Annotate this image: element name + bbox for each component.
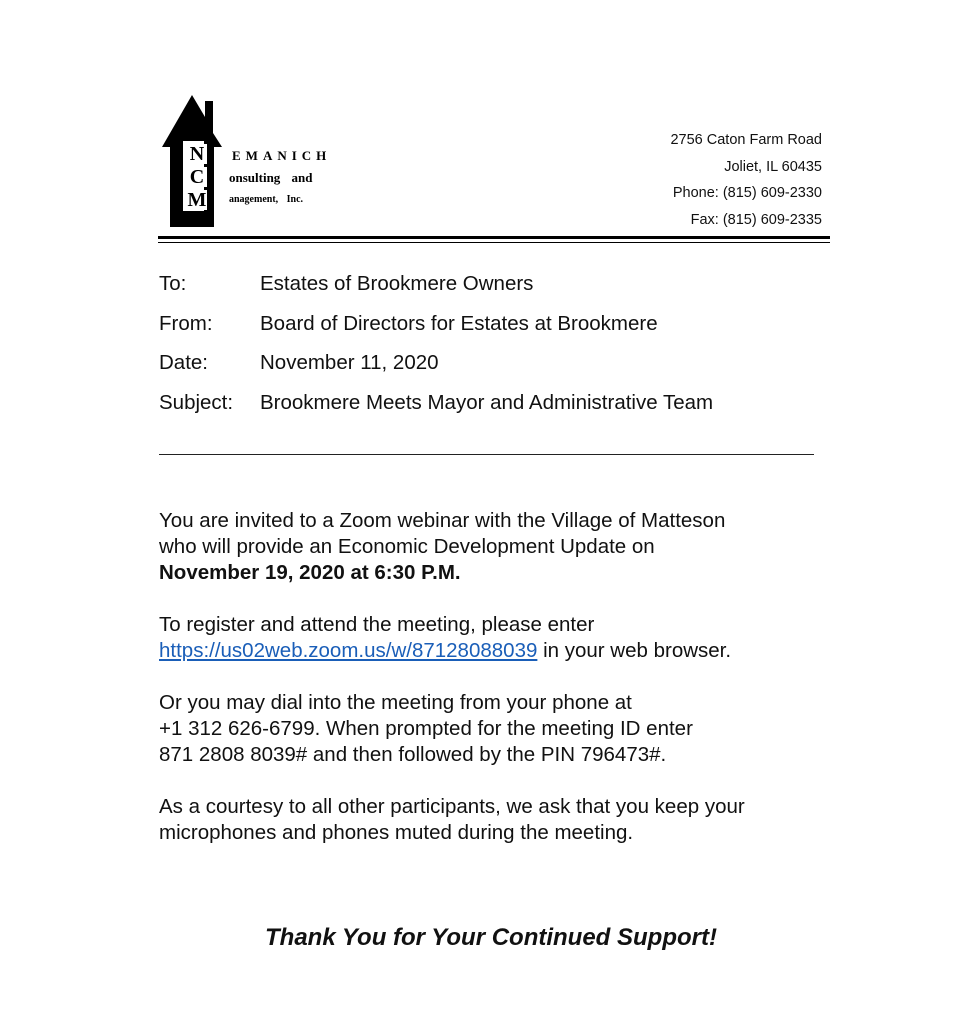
address-street: 2756 Caton Farm Road — [670, 132, 822, 148]
zoom-webinar-link[interactable]: https://us02web.zoom.us/w/87128088039 — [159, 639, 538, 662]
paragraph-courtesy — [159, 794, 839, 846]
logo-line-2: onsulting and — [229, 170, 313, 185]
logo-letter-m: M — [187, 189, 207, 211]
logo-line-3: anagement, Inc. — [229, 194, 304, 205]
memo-to-label: To: — [159, 272, 187, 295]
address-city: Joliet, IL 60435 — [724, 158, 822, 175]
paragraph-dial-in — [159, 690, 839, 768]
header-divider — [159, 454, 814, 455]
letterhead-rule-thick — [158, 236, 830, 239]
meeting-datetime: November 19, 2020 at 6:30 P.M. — [159, 561, 461, 584]
memo-subject-value: Brookmere Meets Mayor and Administrative Team — [260, 390, 714, 414]
dial-in-line-1: Or you may dial into the meeting from your phone at — [159, 691, 632, 714]
paragraph-invitation — [159, 508, 839, 586]
logo-line-1: EMANICH — [232, 148, 332, 163]
address-phone: Phone: (815) 609-2330 — [672, 185, 822, 201]
memo-date-row — [159, 351, 713, 391]
memo-from-row — [159, 312, 713, 352]
dial-in-line-3: 871 2808 8039# and then followed by the PIN 796473#. — [159, 743, 667, 766]
courtesy-line-2: microphones and phones muted during the meeting. — [159, 821, 634, 844]
memo-to-row — [159, 272, 713, 312]
invitation-line-2: who will provide an Economic Development Update on — [159, 535, 655, 558]
memo-subject-label: Subject: — [159, 390, 234, 414]
register-line-1: To register and attend the meeting, please enter — [159, 613, 595, 636]
logo-letter-c: C — [187, 167, 207, 187]
memo-date-value: November 11, 2020 — [260, 351, 439, 374]
logo-letter-n: N — [187, 144, 207, 164]
dial-in-line-2: +1 312 626-6799. When prompted for the meeting ID enter — [159, 717, 693, 740]
memo-date-label: Date: — [159, 351, 208, 374]
company-address — [670, 127, 822, 233]
paragraph-register — [159, 612, 839, 664]
memo-from-label: From: — [159, 311, 213, 335]
courtesy-line-1: As a courtesy to all other participants, we ask that you keep your — [159, 795, 745, 818]
memo-to-value: Estates of Brookmere Owners — [260, 272, 534, 295]
register-line-2 — [159, 638, 839, 664]
address-fax: Fax: (815) 609-2335 — [690, 211, 822, 228]
letterhead-rule-thin — [158, 242, 830, 243]
memo-header — [159, 272, 713, 430]
memo-from-value: Board of Directors for Estates at Brookmere — [260, 311, 658, 335]
closing-message: Thank You for Your Continued Support! — [265, 924, 717, 951]
memo-body — [159, 508, 839, 872]
register-line-2-suffix: in your web browser. — [537, 639, 732, 662]
company-logo — [162, 95, 352, 230]
memo-subject-row — [159, 391, 713, 431]
invitation-line-1: You are invited to a Zoom webinar with the Village of Matteson — [159, 509, 726, 532]
